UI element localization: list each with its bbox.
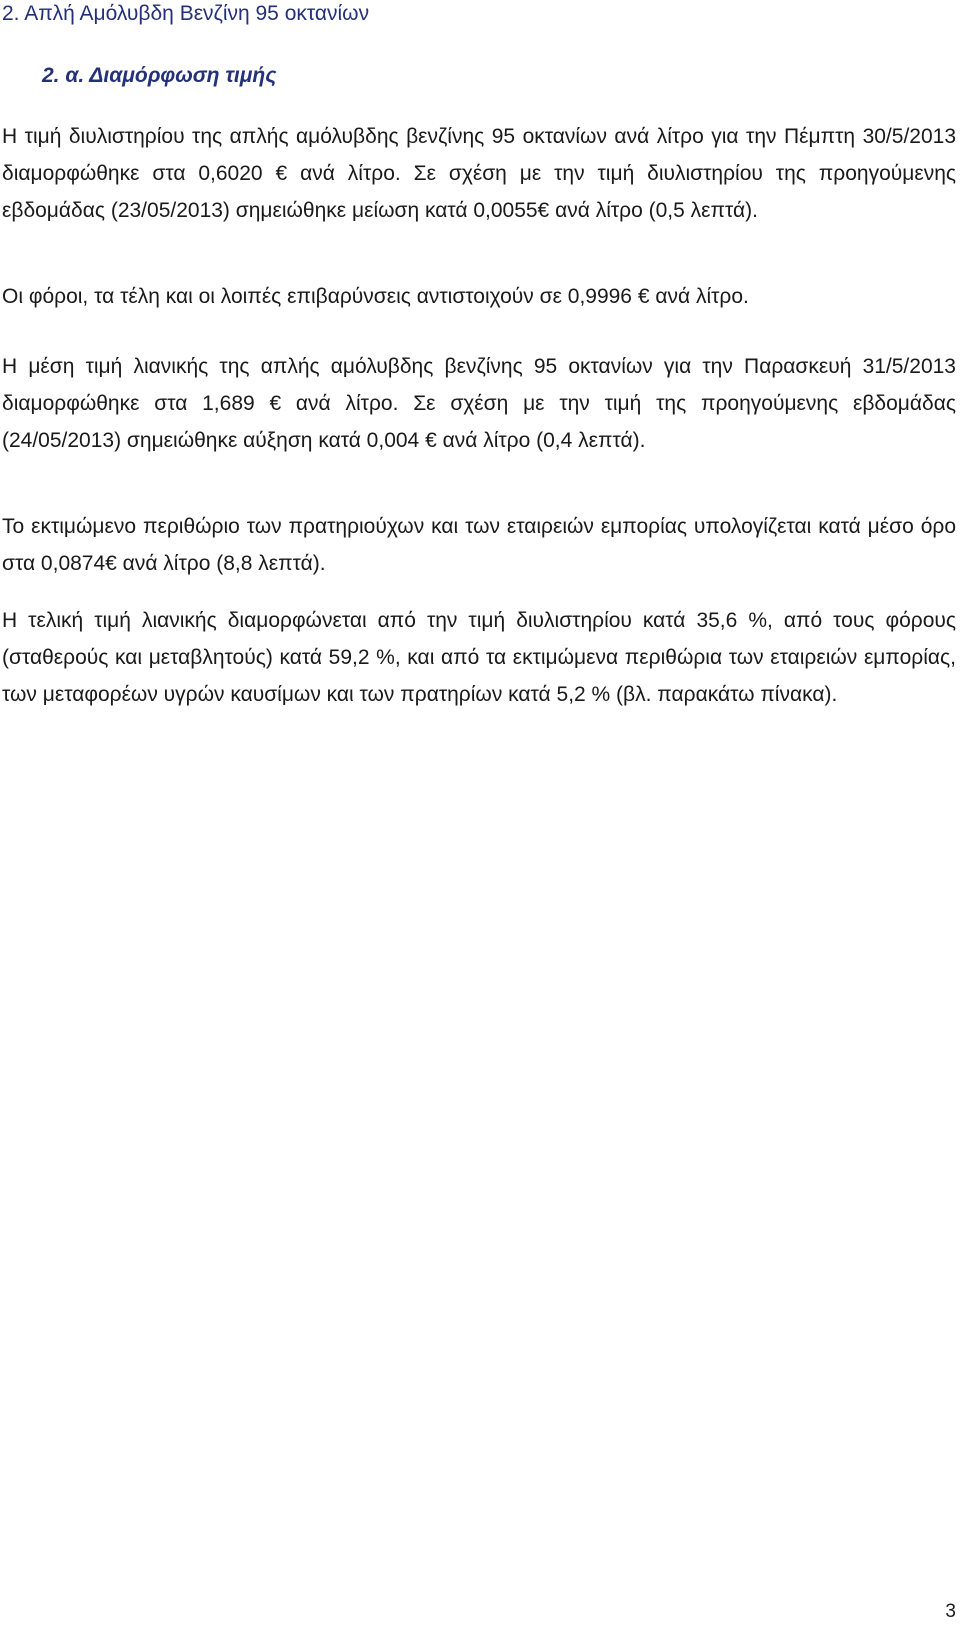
paragraph-taxes: Οι φόροι, τα τέλη και οι λοιπές επιβαρύνσεις αντιστοιχούν σε 0,9996 € ανά λίτρο. <box>2 285 749 308</box>
paragraph-price-breakdown: Η τελική τιμή λιανικής διαμορφώνεται από την τιμή διυλιστηρίου κατά 35,6 %, από τους φόρους (σταθερούς και μεταβλητούς) κατά 59,2 %, και από τα εκτιμώμενα περιθώρια των εταιρειών εμπορίας, των μεταφορέων υγρών καυσίμων και των πρατηρίων κατά 5,2 % (βλ. παρακάτω πίνακα). <box>2 609 956 706</box>
paragraph-retail-price: Η μέση τιμή λιανικής της απλής αμόλυβδης βενζίνης 95 οκτανίων για την Παρασκευή 31/5/2013 διαμορφώθηκε στα 1,689 € ανά λίτρο. Σε σχέση με την τιμή της προηγούμενης εβδομάδας (24/05/2013) σημειώθηκε αύξηση κατά 0,004 € ανά λίτρο (0,4 λεπτά). <box>2 355 956 452</box>
paragraph-refinery-price: Η τιμή διυλιστηρίου της απλής αμόλυβδης βενζίνης 95 οκτανίων ανά λίτρο για την Πέμπτη 30/5/2013 διαμορφώθηκε στα 0,6020 € ανά λίτρο. Σε σχέση με την τιμή διυλιστηρίου της προηγούμενης εβδομάδας (23/05/2013) σημειώθηκε μείωση κατά 0,0055€ ανά λίτρο (0,5 λεπτά). <box>2 125 956 222</box>
page-number: 3 <box>945 1601 956 1622</box>
paragraph-margin: Το εκτιμώμενο περιθώριο των πρατηριούχων και των εταιρειών εμπορίας υπολογίζεται κατά μέσο όρο στα 0,0874€ ανά λίτρο (8,8 λεπτά). <box>2 515 956 575</box>
section-heading: 2. Απλή Αμόλυβδη Βενζίνη 95 οκτανίων <box>2 2 370 25</box>
subsection-heading: 2. α. Διαμόρφωση τιμής <box>42 64 277 87</box>
